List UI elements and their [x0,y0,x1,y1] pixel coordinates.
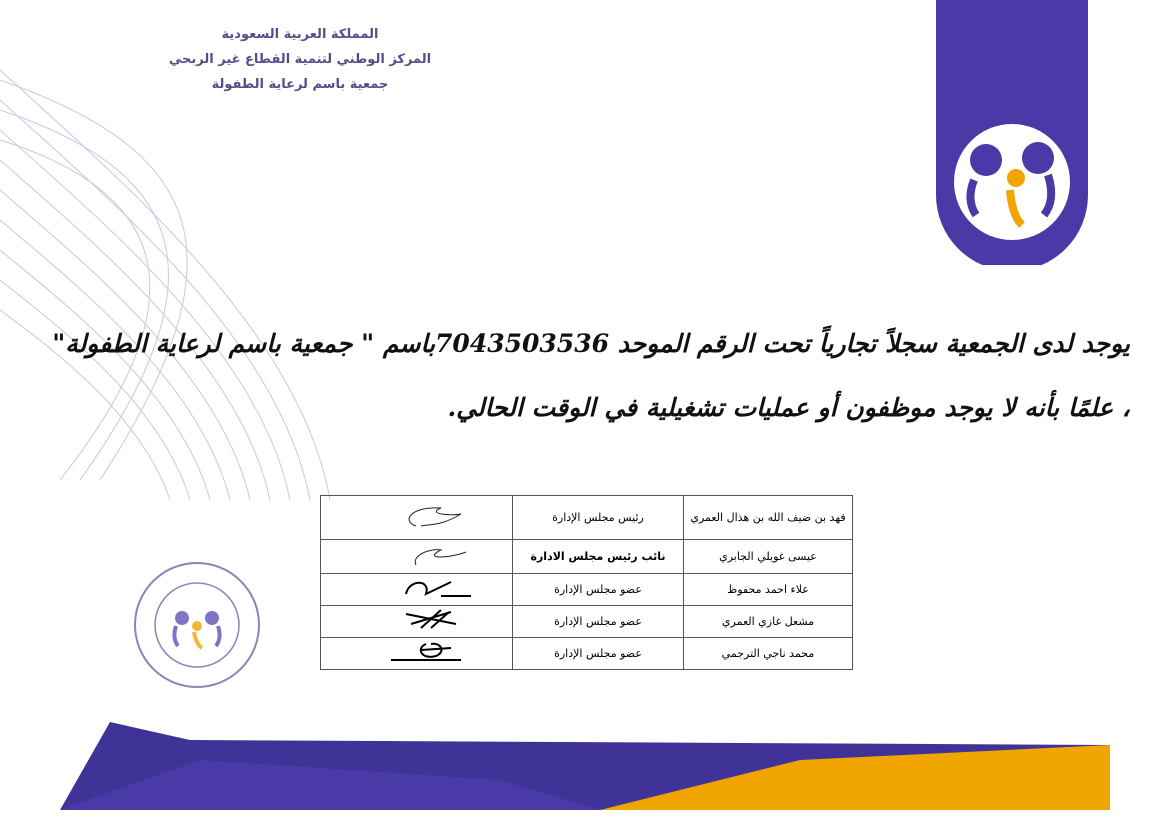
association-seal [122,560,272,690]
signature-cell [321,638,513,670]
member-role: رئيس مجلس الإدارة [513,496,684,540]
signature-cell [321,540,513,574]
member-role: نائب رئيس مجلس الادارة [513,540,684,574]
member-name: عيسى غويلي الجابري [683,540,852,574]
signature-3 [321,574,512,602]
member-name: مشعل غازي العمري [683,606,852,638]
table-row [321,606,853,638]
member-name: محمد ناجي الترجمي [683,638,852,670]
signature-1 [321,496,512,536]
member-role: عضو مجلس الإدارة [513,638,684,670]
signature-4 [321,606,512,634]
table-row [321,574,853,606]
association-logo [936,0,1088,265]
member-role: عضو مجلس الإدارة [513,574,684,606]
header-center: المركز الوطني لتنمية القطاع غير الربحي [168,52,432,67]
table-row [321,638,853,670]
member-name: فهد بن ضيف الله بن هذال العمري [683,496,852,540]
signature-5 [321,638,512,666]
org-header [100,22,500,97]
signature-cell [321,496,513,540]
table-row [321,540,853,574]
statement-text: يوجد لدى الجمعية سجلاً تجارياً تحت الرقم الموحد 7043503536باسم " جمعية باسم لرعاية الطفولة" ، علمًا بأنه لا يوجد موظفون أو عمليات تشغيلية في الوقت الحالي. [52,329,1130,422]
board-members-table [320,495,853,670]
member-name: علاء احمد محفوظ [683,574,852,606]
signature-2 [321,540,512,570]
table-row [321,496,853,540]
header-country: المملكة العربية السعودية [221,27,379,42]
member-role: عضو مجلس الإدارة [513,606,684,638]
signature-cell [321,574,513,606]
signature-cell [321,606,513,638]
header-association: جمعية باسم لرعاية الطفولة [211,77,389,92]
